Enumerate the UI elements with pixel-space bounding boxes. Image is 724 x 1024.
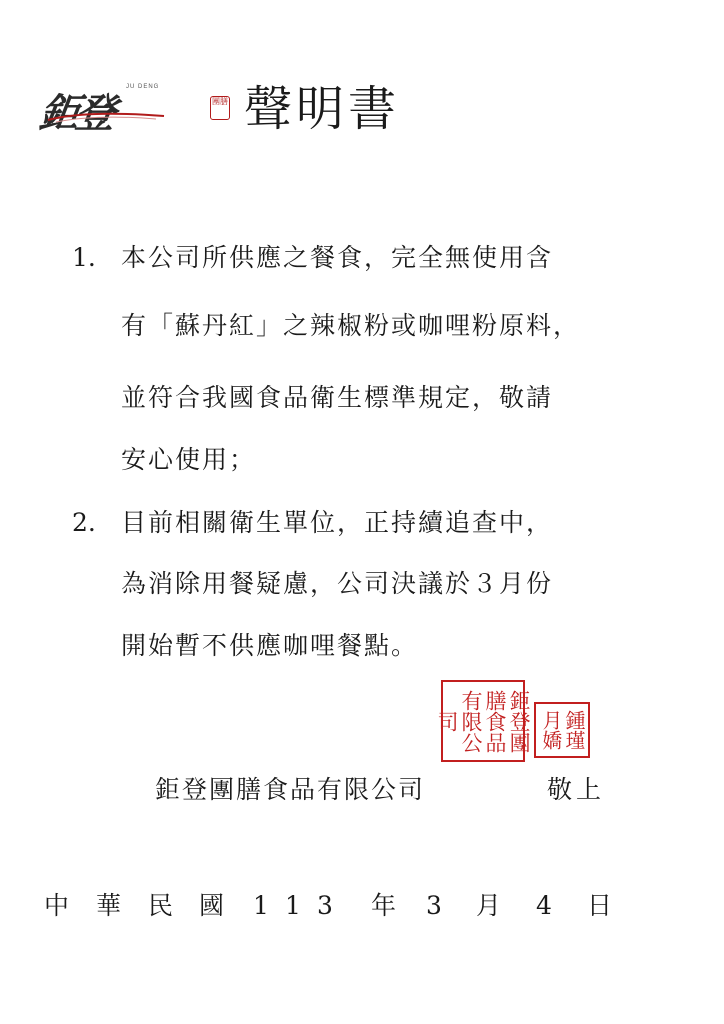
logo-text: 鉅登 bbox=[36, 90, 115, 137]
logo-swoosh-icon bbox=[46, 110, 166, 124]
statement-line: 有「蘇丹紅」之辣椒粉或咖哩粉原料， bbox=[121, 311, 581, 340]
date-char: 華 bbox=[96, 891, 122, 920]
seal-column: 有限公 bbox=[459, 689, 483, 753]
statement-line: 安心使用； bbox=[121, 445, 257, 474]
logo-seal: 團膳 bbox=[210, 96, 230, 120]
date-char: 日 bbox=[587, 891, 613, 920]
date-char: 民 bbox=[148, 891, 174, 920]
statement-line: 本公司所供應之餐食，完全無使用含 bbox=[121, 243, 554, 272]
statement-line: 為消除用餐疑慮，公司決議於３月份 bbox=[121, 569, 554, 598]
date-char: 中 bbox=[44, 891, 70, 920]
seal-column: 月嬌 bbox=[539, 710, 563, 750]
item-number: 2. bbox=[72, 508, 96, 537]
date-char: 月 bbox=[476, 891, 502, 920]
statement-line: 並符合我國食品衛生標準規定，敬請 bbox=[121, 383, 554, 412]
closing-text: 敬上 bbox=[547, 775, 606, 804]
statement-line: 目前相關衛生單位，正持續追查中， bbox=[121, 508, 554, 537]
logo-subtext: JU DENG bbox=[126, 84, 160, 90]
company-logo bbox=[36, 80, 228, 137]
seal-column: 鉅登團 bbox=[507, 689, 532, 753]
date-char: 1 bbox=[253, 891, 269, 920]
signer-company: 鉅登團膳食品有限公司 bbox=[155, 775, 426, 804]
company-seal bbox=[434, 680, 532, 762]
item-number: 1. bbox=[72, 243, 96, 272]
statement-line: 開始暫不供應咖哩餐點。 bbox=[121, 631, 419, 660]
personal-seal bbox=[534, 702, 590, 758]
seal-column: 司 bbox=[434, 710, 459, 732]
date-char: 年 bbox=[371, 891, 397, 920]
date-char: 3 bbox=[317, 891, 333, 920]
seal-column: 鍾瑾 bbox=[562, 710, 586, 750]
date-char: 1 bbox=[285, 891, 301, 920]
date-char: 3 bbox=[426, 891, 442, 920]
date-char: 4 bbox=[536, 891, 552, 920]
seal-column: 膳食品 bbox=[483, 689, 508, 753]
document-title: 聲明書 bbox=[244, 81, 401, 137]
date-char: 國 bbox=[199, 891, 225, 920]
